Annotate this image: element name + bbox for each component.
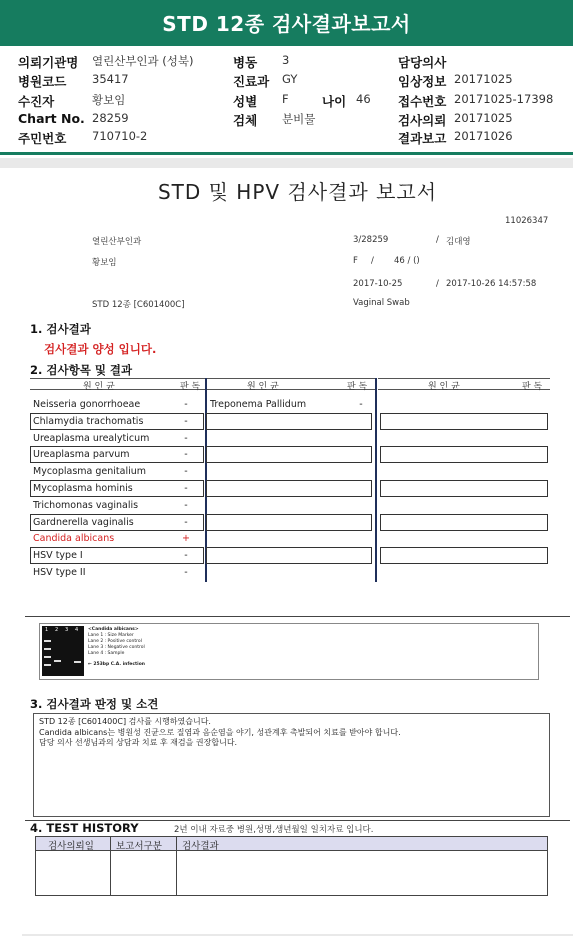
value-institution: 열린산부인과 (성북) — [92, 54, 194, 68]
page-footer-rule — [22, 934, 573, 936]
gel-lane-number: 1 — [45, 627, 49, 633]
result-row — [30, 565, 204, 580]
result-row-box — [380, 446, 548, 463]
gel-legend-line: Lane 1 : Size Marker — [88, 633, 134, 638]
gel-band — [44, 664, 51, 666]
doc-number: 11026347 — [505, 216, 549, 226]
header-result: 판 독 — [522, 382, 543, 392]
label-age: 나이 — [322, 94, 347, 109]
column-divider — [375, 378, 377, 582]
history-table — [35, 836, 548, 896]
history-col-result: 검사결과 — [182, 841, 219, 852]
pathogen-name: Trichomonas vaginalis — [33, 499, 139, 511]
doc-chart-ward: 3/28259 — [353, 235, 389, 245]
value-patient: 황보임 — [92, 93, 126, 107]
label-request-date: 검사의뢰 — [398, 113, 447, 128]
label-resident-no: 주민번호 — [18, 131, 67, 146]
table-header-col2 — [207, 378, 375, 390]
section-divider — [25, 616, 570, 617]
result-value: - — [184, 550, 188, 562]
doc-test-name: STD 12종 [C601400C] — [92, 300, 185, 310]
gel-legend-line: Lane 2 : Positive control — [88, 639, 142, 644]
positive-result-text: 검사결과 양성 입니다. — [44, 342, 157, 356]
pathogen-name: Chlamydia trachomatis — [33, 415, 144, 427]
pathogen-name: Mycoplasma hominis — [33, 483, 133, 494]
result-value: + — [182, 533, 190, 545]
result-row-box — [380, 514, 548, 531]
pathogen-name: HSV type I — [33, 550, 83, 562]
opinion-box — [33, 713, 550, 817]
header-divider — [0, 152, 573, 155]
result-row-box — [206, 413, 372, 430]
label-department: 진료과 — [233, 74, 270, 89]
value-specimen: 분비물 — [282, 112, 316, 126]
result-row — [30, 414, 204, 429]
value-request-date: 20171025 — [454, 111, 513, 125]
label-chart-no: Chart No. — [18, 111, 85, 126]
label-ward: 병동 — [233, 55, 258, 70]
history-table-header — [36, 837, 547, 851]
gel-image — [39, 623, 539, 680]
gel-arrow-label: ← 253bp C.A. infection — [88, 662, 146, 667]
value-resident-no: 710710-2 — [92, 129, 148, 143]
result-value: - — [184, 483, 188, 494]
history-column-divider — [110, 837, 111, 895]
label-clinical-info: 임상정보 — [398, 74, 447, 89]
result-value: - — [184, 516, 188, 528]
result-row — [30, 464, 204, 479]
header-pathogen: 원 인 균 — [83, 382, 115, 392]
value-hospital-code: 35417 — [92, 72, 129, 86]
gel-legend-line: Lane 3 : Negative control — [88, 645, 145, 650]
label-accession-no: 접수번호 — [398, 94, 447, 109]
result-value: - — [184, 399, 188, 410]
value-ward: 3 — [282, 53, 290, 67]
report-banner: STD 12종 검사결과보고서 — [0, 0, 573, 46]
result-row-box — [206, 514, 372, 531]
pathogen-name: Ureaplasma parvum — [33, 449, 130, 461]
gel-band — [44, 648, 51, 650]
value-accession-no: 20171025-17398 — [454, 92, 554, 106]
header-result: 판 독 — [347, 382, 368, 392]
doc-specimen: Vaginal Swab — [353, 298, 410, 308]
label-specimen: 검체 — [233, 113, 258, 128]
pathogen-name: Neisseria gonorrhoeae — [33, 399, 141, 410]
result-row — [30, 447, 204, 462]
gel-lane-number: 2 — [55, 627, 59, 633]
result-row — [30, 481, 204, 496]
value-sex: F — [282, 92, 289, 106]
doc-slash-2: / — [371, 256, 374, 266]
result-value: - — [184, 432, 188, 444]
gel-band — [44, 640, 51, 642]
result-row-box — [380, 480, 548, 497]
history-col-request-date: 검사의뢰일 — [48, 841, 94, 852]
value-department: GY — [282, 72, 298, 86]
gel-legend — [88, 627, 145, 657]
gel-band — [54, 660, 61, 662]
report-document — [22, 168, 573, 938]
result-row — [30, 397, 204, 412]
result-row — [30, 431, 204, 446]
history-note: 2년 이내 자료중 병원,성명,생년월일 일치자료 입니다. — [174, 825, 374, 835]
gel-lane-number: 3 — [65, 627, 69, 633]
value-chart-no: 28259 — [92, 111, 129, 125]
doc-age: 46 / () — [394, 256, 420, 266]
doc-hospital: 열린산부인과 — [92, 237, 142, 247]
gel-legend-line: Lane 4 : Sample — [88, 651, 125, 656]
result-row — [30, 498, 204, 513]
opinion-line: STD 12종 [C601400C] 검사를 시행하였습니다. — [39, 717, 211, 726]
result-row-box — [380, 547, 548, 564]
result-value: - — [184, 499, 188, 511]
section-3-heading: 3. 검사결과 판정 및 소견 — [30, 697, 159, 711]
result-row — [207, 397, 373, 412]
pathogen-name: Candida albicans — [33, 533, 115, 545]
gel-electrophoresis-image — [42, 626, 84, 676]
doc-slash-1: / — [436, 235, 439, 245]
pathogen-name: Gardnerella vaginalis — [33, 516, 134, 528]
opinion-line: Candida albicans는 병원성 진균으로 질염과 음순염을 야기, 성관계후 촉발되어 치료를 받아야 합니다. — [39, 727, 401, 737]
doc-slash-3: / — [436, 279, 439, 289]
result-row — [30, 531, 204, 546]
result-row — [30, 515, 204, 530]
section-1-heading: 1. 검사결과 — [30, 322, 91, 336]
value-report-date: 20171026 — [454, 129, 513, 143]
result-row-box — [206, 547, 372, 564]
pathogen-name: Ureaplasma urealyticum — [33, 432, 150, 444]
result-value: - — [359, 399, 363, 410]
result-row-box — [206, 480, 372, 497]
table-header-col1 — [30, 378, 205, 390]
history-col-report-type: 보고서구분 — [116, 841, 162, 852]
doc-date-reported: 2017-10-26 14:57:58 — [446, 279, 537, 289]
pathogen-name: Treponema Pallidum — [210, 399, 307, 410]
result-value: - — [184, 415, 188, 427]
doc-doctor: 김대영 — [446, 237, 471, 247]
section-2-heading: 2. 검사항목 및 결과 — [30, 363, 133, 377]
label-sex: 성별 — [233, 94, 258, 109]
opinion-line: 담당 의사 선생님과의 상담과 치료 후 재검을 권장합니다. — [39, 738, 238, 747]
label-hospital-code: 병원코드 — [18, 74, 67, 89]
header-pathogen: 원 인 균 — [428, 382, 460, 392]
result-row-box — [206, 446, 372, 463]
value-clinical-info: 20171025 — [454, 72, 513, 86]
history-column-divider — [176, 837, 177, 895]
label-doctor: 담당의사 — [398, 55, 447, 70]
report-title: STD 및 HPV 검사결과 보고서 — [157, 180, 438, 204]
doc-patient: 황보임 — [92, 258, 117, 268]
result-row-box — [380, 413, 548, 430]
value-age: 46 — [356, 92, 371, 106]
section-4-heading: 4. TEST HISTORY — [30, 821, 139, 835]
gel-lane-number: 4 — [75, 627, 79, 633]
table-header-col3 — [378, 378, 550, 390]
header-shadow — [0, 158, 573, 168]
gel-band — [74, 661, 81, 663]
pathogen-name: Mycoplasma genitalium — [33, 466, 147, 478]
label-patient: 수진자 — [18, 94, 55, 109]
result-value: - — [184, 466, 188, 478]
pathogen-name: HSV type II — [33, 567, 86, 578]
header-pathogen: 원 인 균 — [247, 382, 279, 392]
result-row — [30, 548, 204, 563]
gel-band — [44, 656, 51, 658]
result-value: - — [184, 449, 188, 461]
doc-sex: F — [353, 256, 358, 266]
header-result: 판 독 — [180, 382, 201, 392]
doc-date-received: 2017-10-25 — [353, 279, 403, 289]
patient-info — [0, 52, 573, 152]
label-report-date: 결과보고 — [398, 131, 447, 146]
label-institution: 의뢰기관명 — [18, 55, 79, 70]
result-value: - — [184, 567, 188, 578]
gel-title: <Candida albicans> — [88, 627, 139, 632]
